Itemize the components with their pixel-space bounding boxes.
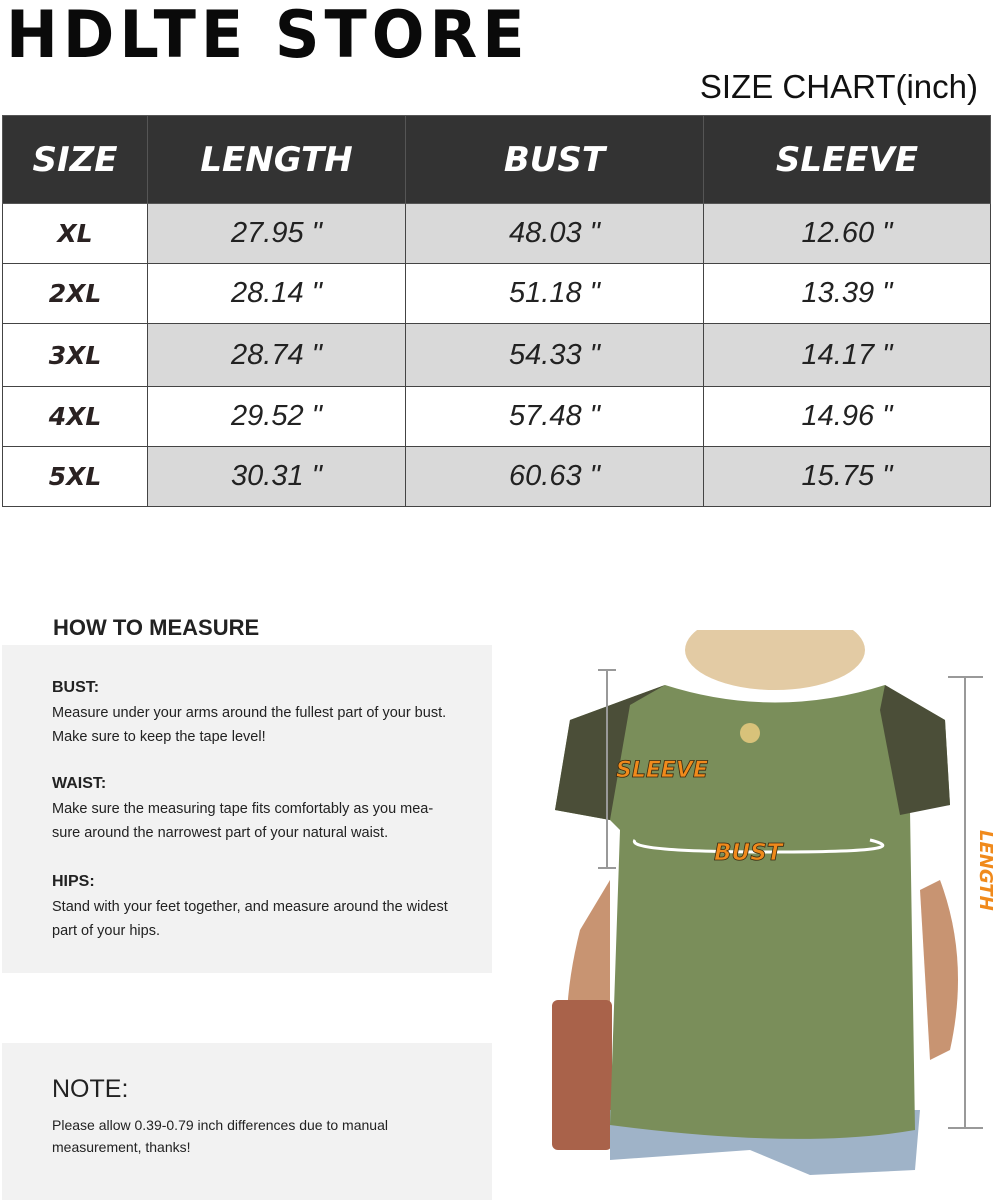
note-text [52,1114,472,1158]
table-row [3,447,991,507]
length-cell: 27.95 " [148,204,406,264]
hips-section [52,870,448,944]
bust-cell: 60.63 " [406,447,704,507]
model-arm-right [920,880,958,1060]
size-chart-title: SIZE CHART(inch) [699,68,978,105]
note-heading: NOTE: [52,1075,129,1103]
note-line: measurement, thanks! [52,1139,191,1155]
length-cell: 28.74 " [148,324,406,387]
size-cell: 2XL [3,264,148,324]
bust-cell: 57.48 " [406,387,704,447]
sleeve-cell: 15.75 " [704,447,991,507]
bust-cell: 48.03 " [406,204,704,264]
length-cell: 29.52 " [148,387,406,447]
bust-cell: 54.33 " [406,324,704,387]
section-heading: BUST: [52,679,100,696]
bust-label: BUST [714,840,783,866]
how-to-measure-title: HOW TO MEASURE [53,615,260,640]
section-heading: WAIST: [52,775,107,792]
section-line: Make sure to keep the tape level! [52,729,266,745]
size-cell: 5XL [3,447,148,507]
header-bust: BUST [406,116,704,204]
necklace-pendant [740,723,760,743]
section-line: sure around the narrowest part of your natural waist. [52,825,389,841]
length-label: LENGTH [975,830,996,911]
table-row [3,324,991,387]
table-row [3,204,991,264]
section-line: Make sure the measuring tape fits comfortably as you mea- [52,800,434,817]
model-hair [685,630,865,690]
clutch-bag [552,1000,612,1150]
section-line: part of your hips. [52,923,160,939]
section-line: Measure under your arms around the fullest part of your bust. [52,704,447,721]
sleeve-cell: 13.39 " [704,264,991,324]
sleeve-cell: 12.60 " [704,204,991,264]
bust-section [52,676,446,750]
header-sleeve: SLEEVE [704,116,991,204]
store-logo: HDLTE STORE [6,0,530,73]
table-row [3,387,991,447]
table-row [3,264,991,324]
sleeve-cell: 14.96 " [704,387,991,447]
sleeve-label: SLEEVE [616,758,708,783]
bust-cell: 51.18 " [406,264,704,324]
size-cell: XL [3,204,148,264]
size-chart-table [2,115,991,507]
section-line: Stand with your feet together, and measure around the widest [52,898,448,915]
header-size: SIZE [3,116,148,204]
length-cell: 30.31 " [148,447,406,507]
note-line: Please allow 0.39-0.79 inch differences due to manual [52,1117,388,1133]
waist-section [52,772,433,846]
section-heading: HIPS: [52,873,95,890]
size-cell: 4XL [3,387,148,447]
header-length: LENGTH [148,116,406,204]
shirt-measurement-illustration [550,630,1000,1200]
length-cell: 28.14 " [148,264,406,324]
size-cell: 3XL [3,324,148,387]
sleeve-cell: 14.17 " [704,324,991,387]
